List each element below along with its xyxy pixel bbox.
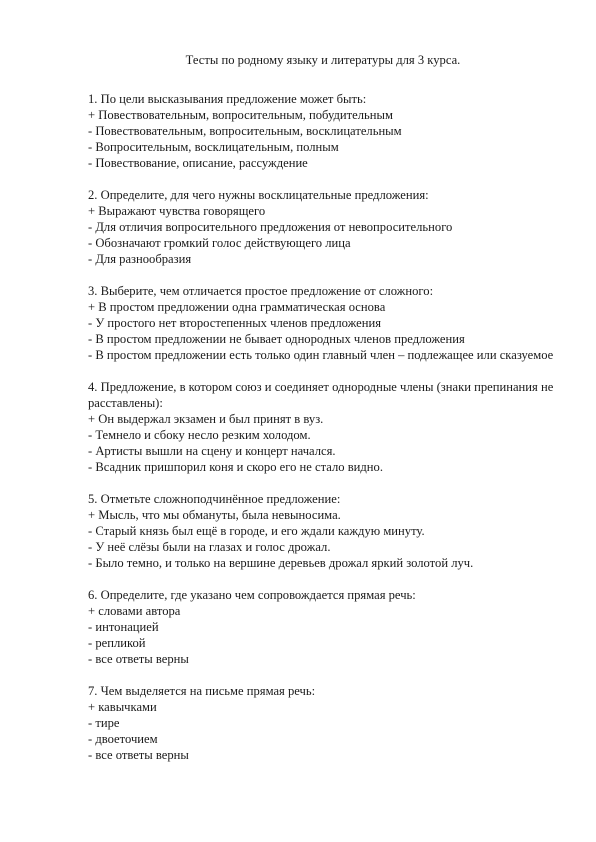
question-1: [88, 91, 558, 171]
answer-option: - все ответы верны: [88, 748, 189, 762]
question-4: [88, 379, 558, 475]
answer-option: + Он выдержал экзамен и был принят в вуз.: [88, 412, 324, 426]
question-text: 3. Выберите, чем отличается простое предложение от сложного:: [88, 284, 434, 298]
question-text: 2. Определите, для чего нужны восклицательные предложения:: [88, 188, 429, 202]
answer-option: + Мысль, что мы обмануты, была невыносима.: [88, 508, 341, 522]
answer-option: - В простом предложении есть только один главный член – подлежащее или сказуемое: [88, 348, 554, 362]
answer-option: - все ответы верны: [88, 652, 189, 666]
question-6: [88, 587, 558, 667]
document-title: Тесты по родному языку и литературы для 3 курса.: [185, 53, 461, 67]
question-text: 1. По цели высказывания предложение может быть:: [88, 92, 367, 106]
answer-option: - Обозначают громкий голос действующего лица: [88, 236, 351, 250]
answer-option: + словами автора: [88, 604, 181, 618]
answer-option: - У простого нет второстепенных членов предложения: [88, 316, 382, 330]
answer-option: - Артисты вышли на сцену и концерт начался.: [88, 444, 336, 458]
answer-option: - Повествование, описание, рассуждение: [88, 156, 308, 170]
question-text: 4. Предложение, в котором союз и соединяет однородные члены (знаки препинания не расставлены):: [88, 380, 554, 410]
answer-option: - Вопросительным, восклицательным, полным: [88, 140, 339, 154]
question-text: 5. Отметьте сложноподчинённое предложение:: [88, 492, 341, 506]
document-page: [88, 52, 558, 779]
answer-option: - Повествовательным, вопросительным, восклицательным: [88, 124, 402, 138]
answer-option: - репликой: [88, 636, 146, 650]
answer-option: - Старый князь был ещё в городе, и его ждали каждую минуту.: [88, 524, 425, 538]
answer-option: - Для отличия вопросительного предложения от невопросительного: [88, 220, 453, 234]
question-text: 6. Определите, где указано чем сопровождается прямая речь:: [88, 588, 416, 602]
answer-option: - интонацией: [88, 620, 159, 634]
answer-option: - Всадник пришпорил коня и скоро его не стало видно.: [88, 460, 383, 474]
answer-option: - Для разнообразия: [88, 252, 192, 266]
question-text: 7. Чем выделяется на письме прямая речь:: [88, 684, 316, 698]
answer-option: - двоеточием: [88, 732, 158, 746]
answer-option: - У неё слёзы были на глазах и голос дрожал.: [88, 540, 331, 554]
question-2: [88, 187, 558, 267]
answer-option: + кавычками: [88, 700, 157, 714]
answer-option: - В простом предложении не бывает однородных членов предложения: [88, 332, 465, 346]
question-3: [88, 283, 558, 363]
question-7: [88, 683, 558, 763]
answer-option: + В простом предложении одна грамматическая основа: [88, 300, 386, 314]
answer-option: + Выражают чувства говорящего: [88, 204, 266, 218]
answer-option: - тире: [88, 716, 120, 730]
question-5: [88, 491, 558, 571]
answer-option: - Было темно, и только на вершине деревьев дрожал яркий золотой луч.: [88, 556, 474, 570]
answer-option: - Темнело и сбоку несло резким холодом.: [88, 428, 311, 442]
answer-option: + Повествовательным, вопросительным, побудительным: [88, 108, 393, 122]
